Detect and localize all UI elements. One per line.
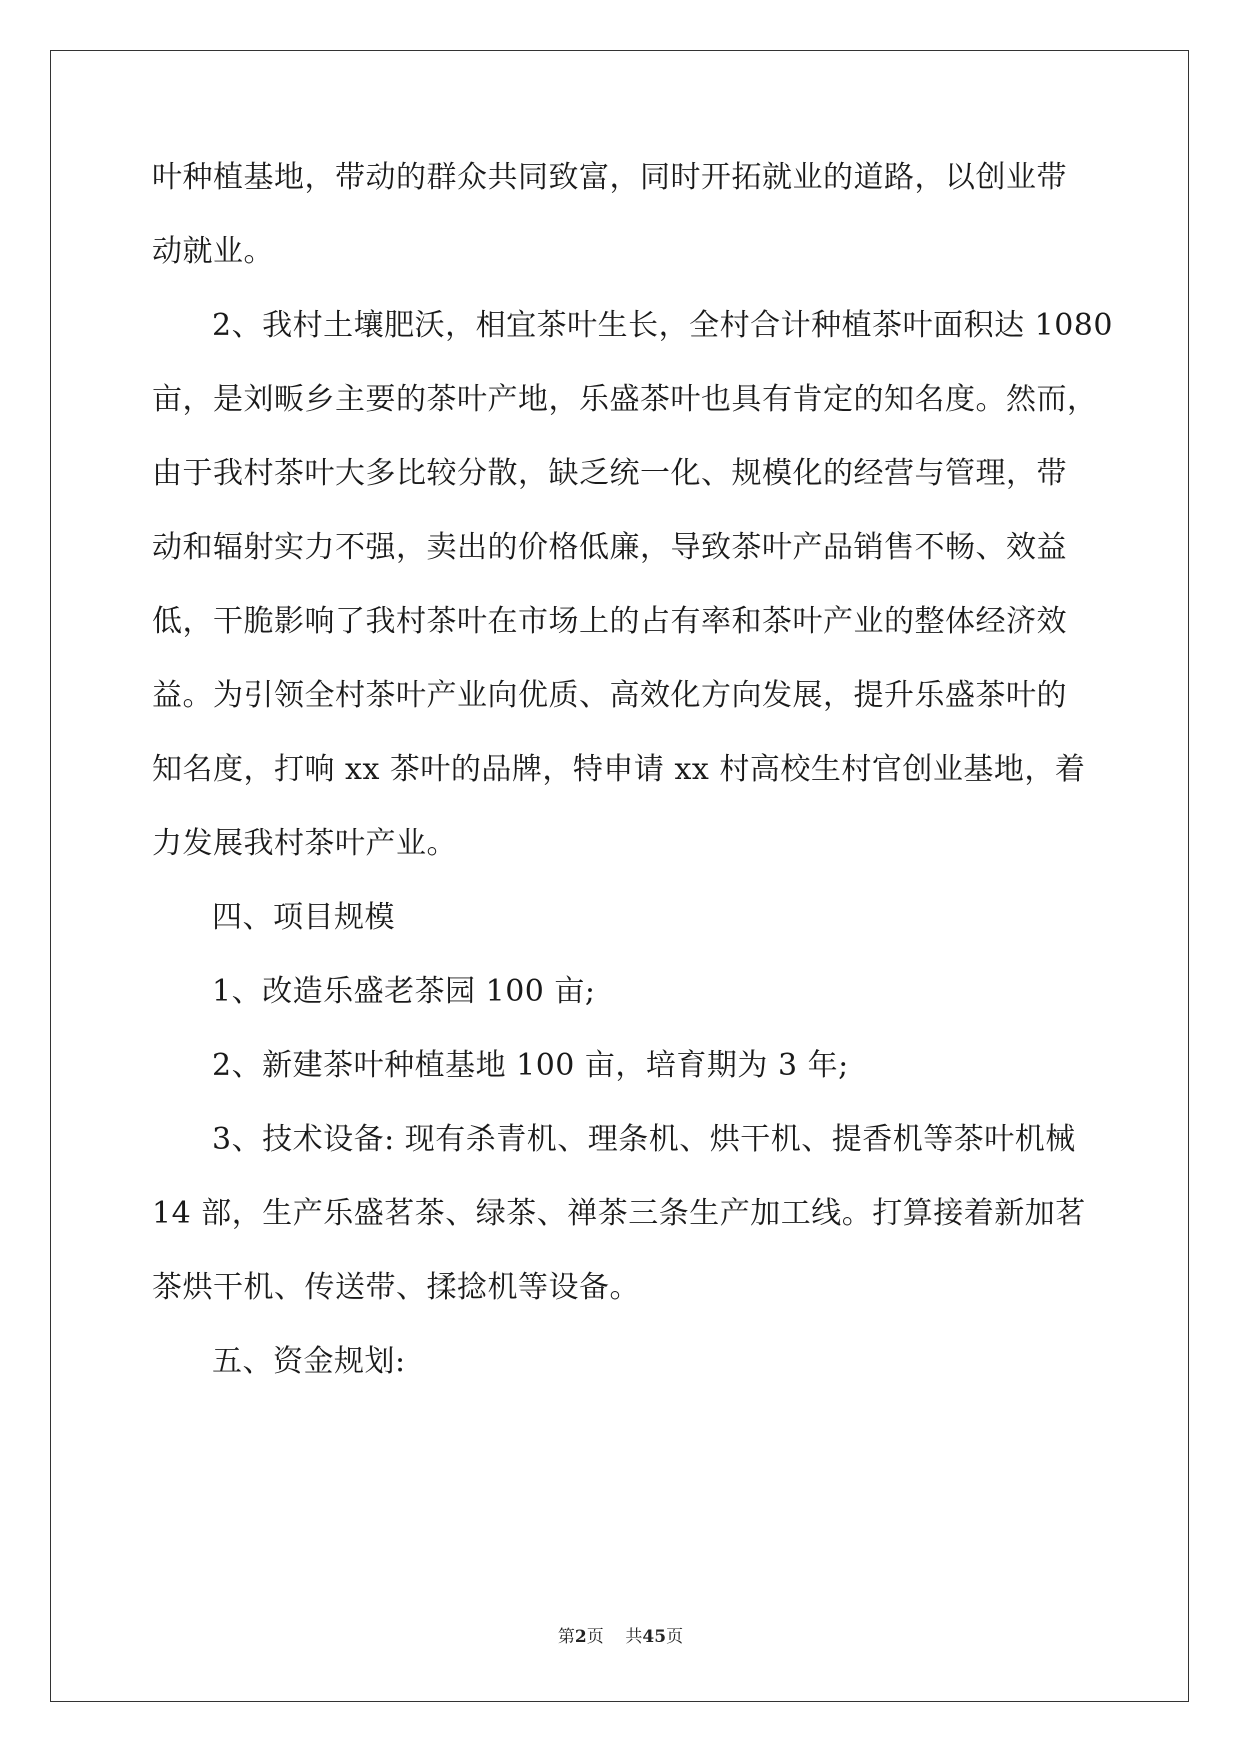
text-line: 动就业。 xyxy=(152,234,274,269)
total-pages: 45 xyxy=(642,1627,667,1647)
footer-total-prefix: 共 xyxy=(625,1627,643,1647)
footer-page-suffix: 页 xyxy=(586,1627,604,1647)
section-heading: 四、项目规模 xyxy=(212,900,395,935)
text-line: 益。为引领全村茶叶产业向优质、高效化方向发展，提升乐盛茶叶的 xyxy=(152,678,1067,713)
text-line: 由于我村茶叶大多比较分散，缺乏统一化、规模化的经营与管理，带 xyxy=(152,456,1067,491)
page-border xyxy=(50,50,1189,1702)
list-item: 2、新建茶叶种植基地 100 亩，培育期为 3 年; xyxy=(212,1048,849,1083)
footer-prefix: 第 xyxy=(557,1627,575,1647)
text-line: 茶烘干机、传送带、揉捻机等设备。 xyxy=(152,1270,640,1305)
paragraph-line: 2、我村土壤肥沃，相宜茶叶生长，全村合计种植茶叶面积达 1080 xyxy=(212,308,1113,343)
section-heading: 五、资金规划: xyxy=(212,1344,406,1379)
page-number: 2 xyxy=(574,1627,587,1647)
text-line: 力发展我村茶叶产业。 xyxy=(152,826,457,861)
list-item: 3、技术设备: 现有杀青机、理条机、烘干机、提香机等茶叶机械 xyxy=(212,1122,1076,1157)
text-line: 动和辐射实力不强，卖出的价格低廉，导致茶叶产品销售不畅、效益 xyxy=(152,530,1067,565)
footer-total-suffix: 页 xyxy=(666,1627,684,1647)
text-line: 低，干脆影响了我村茶叶在市场上的占有率和茶叶产业的整体经济效 xyxy=(152,604,1067,639)
text-line: 亩，是刘畈乡主要的茶叶产地，乐盛茶叶也具有肯定的知名度。然而， xyxy=(152,382,1098,417)
text-line: 14 部，生产乐盛茗茶、绿茶、禅茶三条生产加工线。打算接着新加茗 xyxy=(152,1196,1086,1231)
text-line: 叶种植基地，带动的群众共同致富，同时开拓就业的道路，以创业带 xyxy=(152,160,1067,195)
text-line: 知名度，打响 xx 茶叶的品牌，特申请 xx 村高校生村官创业基地，着 xyxy=(152,752,1086,787)
page-footer xyxy=(0,1626,1241,1648)
list-item: 1、改造乐盛老茶园 100 亩; xyxy=(212,974,596,1009)
